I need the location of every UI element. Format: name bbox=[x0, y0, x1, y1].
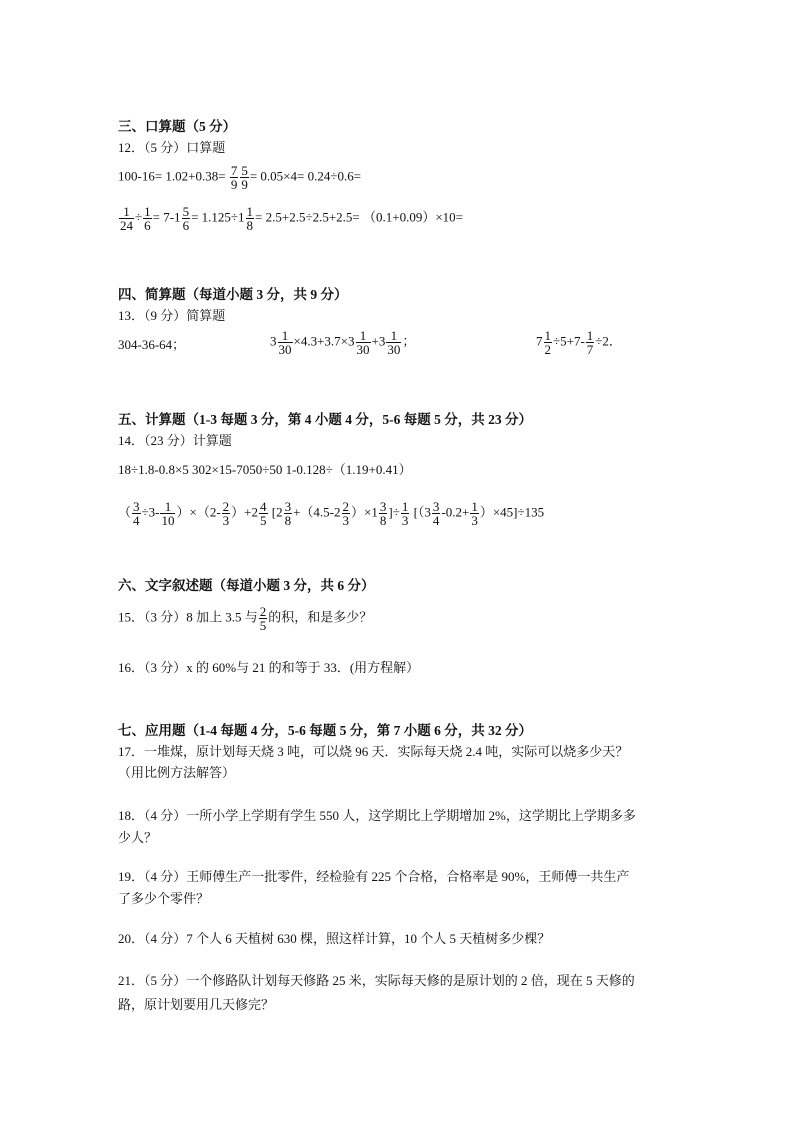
fraction: $\frac{1}{7}$ bbox=[586, 328, 594, 357]
question-14-row-2: （ $\frac{3}{4}$ ÷3- $\frac{1}{10}$ ）×（2- $\frac{2}{3}$ ）+2 $\frac{4}{5}$ [2 $\frac{3}{8}$ +（4.5-2 $\frac{2}{3}$ ）×1 $\frac{3}{8}$ ]÷ $\frac{1}{3}$ [（3 $\frac{3}{4}$ -0.2+ $\frac{1}{3}$ ）×45]÷135 bbox=[118, 499, 545, 528]
question-21-line-1: 21．（5 分）一个修路队计划每天修路 25 米，实际每天修的是原计划的 2 倍，现在 5 天修的 bbox=[118, 973, 635, 988]
fraction: $\frac{1}{6}$ bbox=[144, 204, 151, 233]
section-3-heading: 三、口算题（5 分） bbox=[118, 119, 237, 134]
question-17-line-2: （用比例方法解答） bbox=[118, 765, 236, 780]
question-12-row-2: $\frac{1}{24}$ ÷ $\frac{1}{6}$ = 7-1 $\frac{5}{6}$ = 1.125÷1 $\frac{1}{8}$ = 2.5+2.5÷2.5+2.5= （0.1+0.09）×10= bbox=[120, 204, 463, 233]
fraction: $\frac{1}{30}$ bbox=[356, 328, 370, 357]
simplify-expression-1: 304-36-64； bbox=[118, 337, 186, 352]
fraction: $\frac{5}{9}$ bbox=[241, 163, 248, 192]
fraction: $\frac{1}{2}$ bbox=[544, 328, 551, 357]
question-13-row bbox=[118, 328, 718, 368]
section-5-heading: 五、计算题（1-3 每题 3 分，第 4 小题 4 分，5-6 每题 5 分，共 23 分） bbox=[118, 412, 532, 427]
question-14-title: 14．（23 分）计算题 bbox=[118, 433, 232, 448]
question-20: 20．（4 分）7 个人 6 天植树 630 棵，照这样计算，10 个人 5 天植树多少棵？ bbox=[118, 931, 551, 946]
fraction: $\frac{3}{8}$ bbox=[284, 499, 292, 528]
simplify-expression-3: 7 $\frac{1}{2}$ ÷5+7- $\frac{1}{7}$ ÷2． bbox=[536, 328, 622, 357]
question-18-line-2: 少人？ bbox=[118, 830, 158, 845]
section-7-heading: 七、应用题（1-4 每题 4 分，5-6 每题 5 分，第 7 小题 6 分，共 32 分） bbox=[118, 723, 532, 738]
fraction: $\frac{5}{6}$ bbox=[182, 204, 190, 233]
question-14-row-1: 18÷1.8-0.8×5 302×15-7050÷50 1-0.128÷（1.19+0.41） bbox=[118, 462, 412, 477]
fraction: $\frac{3}{4}$ bbox=[432, 499, 440, 528]
fraction: $\frac{2}{3}$ bbox=[222, 499, 230, 528]
question-19-line-1: 19．（4 分）王师傅生产一批零件，经检验有 225 个合格，合格率是 90%，王师傅一共生产 bbox=[118, 869, 630, 884]
fraction: $\frac{4}{5}$ bbox=[260, 499, 267, 528]
question-18-line-1: 18．（4 分）一所小学上学期有学生 550 人，这学期比上学期增加 2%，这学期比上学期多多 bbox=[118, 808, 636, 823]
question-15: 15．（3 分）8 加上 3.5 与 $\frac{2}{5}$ 的积，和是多少？ bbox=[118, 604, 373, 633]
question-12-row-1: 100-16= 1.02+0.38= $\frac{7}{9}$ $\frac{5}{9}$ = 0.05×4= 0.24÷0.6= bbox=[118, 163, 362, 192]
fraction: $\frac{1}{10}$ bbox=[161, 499, 175, 528]
fraction: $\frac{1}{30}$ bbox=[387, 328, 401, 357]
fraction: $\frac{1}{3}$ bbox=[401, 499, 409, 528]
question-17-line-1: 17．一堆煤，原计划每天烧 3 吨，可以烧 96 天．实际每天烧 2.4 吨，实际可以烧多少天？ bbox=[118, 744, 629, 759]
section-4-heading: 四、简算题（每道小题 3 分，共 9 分） bbox=[118, 287, 348, 302]
fraction: $\frac{3}{8}$ bbox=[379, 499, 387, 528]
question-21-line-2: 路，原计划要用几天修完？ bbox=[118, 997, 275, 1012]
question-19-line-2: 了多少个零件？ bbox=[118, 891, 210, 906]
fraction: $\frac{1}{30}$ bbox=[278, 328, 292, 357]
fraction: $\frac{7}{9}$ bbox=[230, 163, 238, 192]
question-12-title: 12．（5 分）口算题 bbox=[118, 140, 226, 155]
simplify-expression-2: 3 $\frac{1}{30}$ ×4.3+3.7×3 $\frac{1}{30}$ +3 $\frac{1}{30}$ ； bbox=[270, 328, 416, 357]
exam-page bbox=[118, 0, 718, 1123]
question-13-title: 13．（9 分）简算题 bbox=[118, 308, 226, 323]
fraction: $\frac{2}{3}$ bbox=[342, 499, 350, 528]
fraction: $\frac{1}{24}$ bbox=[120, 204, 133, 233]
fraction: $\frac{3}{4}$ bbox=[133, 499, 140, 528]
fraction: $\frac{1}{8}$ bbox=[246, 204, 254, 233]
fraction: $\frac{2}{5}$ bbox=[259, 604, 267, 633]
section-6-heading: 六、文字叙述题（每道小题 3 分，共 6 分） bbox=[118, 578, 375, 593]
fraction: $\frac{1}{3}$ bbox=[471, 499, 478, 528]
question-16: 16．（3 分）x 的 60%与 21 的和等于 33．(用方程解） bbox=[118, 660, 420, 675]
